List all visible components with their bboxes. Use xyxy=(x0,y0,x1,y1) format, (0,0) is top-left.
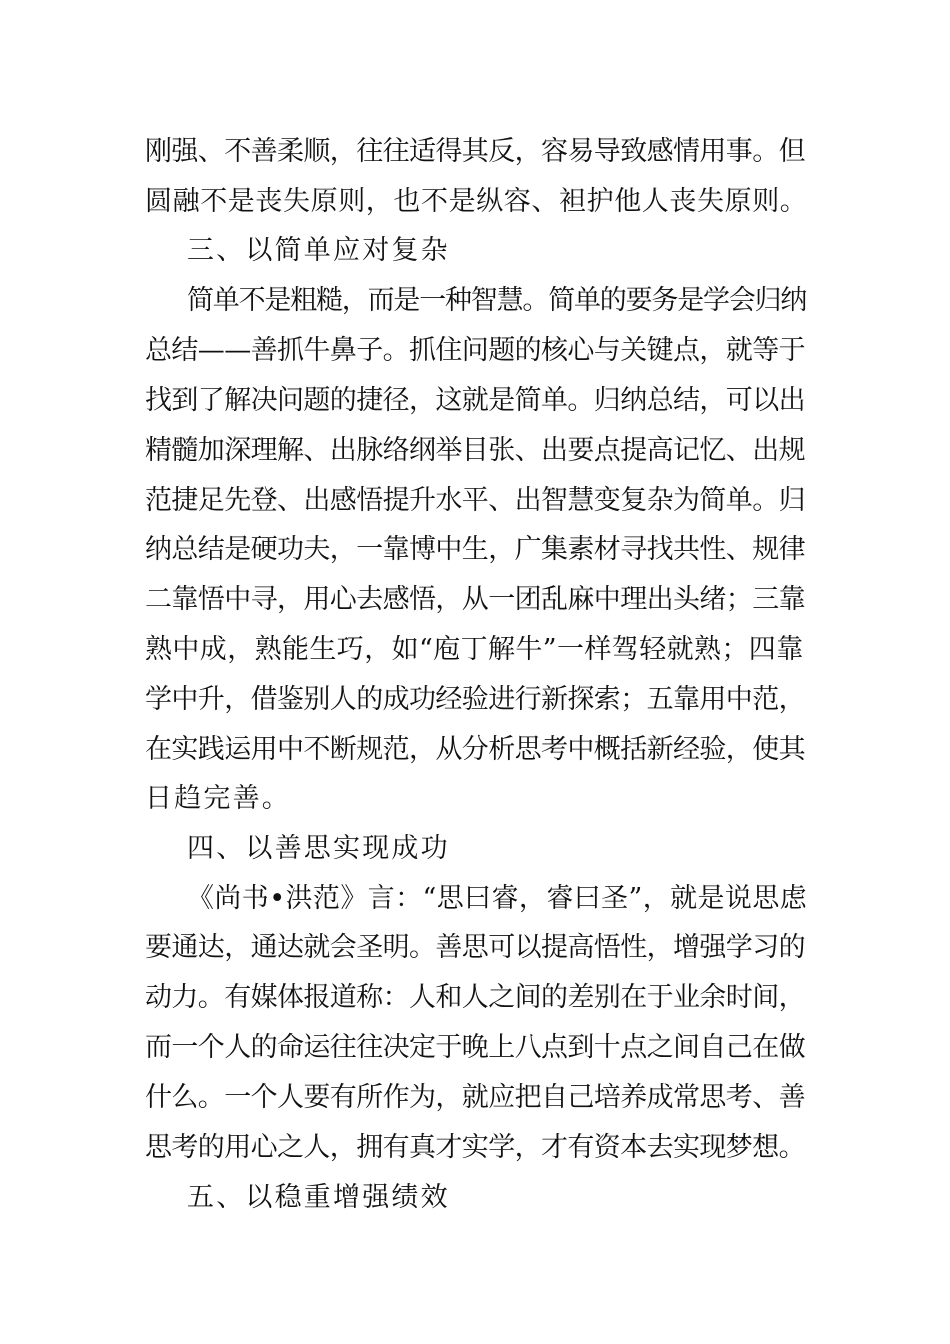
body-text-line: 动力。有媒体报道称：人和人之间的差别在于业余时间， xyxy=(145,982,805,1013)
body-text-line: 精髓加深理解、出脉络纲举目张、出要点提高记忆、出规 xyxy=(145,435,805,466)
section-heading-3: 三、以简单应对复杂 xyxy=(187,235,450,266)
body-text-line: 什么。一个人要有所作为，就应把自己培养成常思考、善 xyxy=(145,1082,805,1113)
section-heading-4: 四、以善思实现成功 xyxy=(187,833,450,864)
body-text-line: 二靠悟中寻，用心去感悟，从一团乱麻中理出头绪；三靠 xyxy=(145,584,805,615)
body-text-line: 简单不是粗糙，而是一种智慧。简单的要务是学会归纳 xyxy=(187,285,807,316)
body-text-line: 思考的用心之人，拥有真才实学，才有资本去实现梦想。 xyxy=(145,1132,805,1163)
body-text-line: 要通达，通达就会圣明。善思可以提高悟性，增强学习的 xyxy=(145,932,805,963)
body-text-line: 范捷足先登、出感悟提升水平、出智慧变复杂为简单。归 xyxy=(145,485,805,516)
body-text-line: 而一个人的命运往往决定于晚上八点到十点之间自己在做 xyxy=(145,1032,805,1063)
body-text-line: 日趋完善。 xyxy=(145,783,291,814)
body-text-line: 刚强、不善柔顺，往往适得其反，容易导致感情用事。但 xyxy=(145,136,805,167)
body-text-line: 《尚书•洪范》言：“思曰睿，睿曰圣”，就是说思虑 xyxy=(187,883,808,914)
body-text-line: 圆融不是丧失原则，也不是纵容、袒护他人丧失原则。 xyxy=(145,186,808,217)
section-heading-5: 五、以稳重增强绩效 xyxy=(187,1182,450,1213)
body-text-line: 总结——善抓牛鼻子。抓住问题的核心与关键点，就等于 xyxy=(145,335,805,366)
body-text-line: 熟中成，熟能生巧，如“庖丁解牛”一样驾轻就熟；四靠 xyxy=(145,634,804,665)
body-text-line: 纳总结是硬功夫，一靠博中生，广集素材寻找共性、规律 xyxy=(145,534,805,565)
body-text-line: 学中升，借鉴别人的成功经验进行新探索；五靠用中范， xyxy=(145,684,805,715)
body-text-line: 在实践运用中不断规范，从分析思考中概括新经验，使其 xyxy=(145,734,805,765)
body-text-line: 找到了解决问题的捷径，这就是简单。归纳总结，可以出 xyxy=(145,385,805,416)
